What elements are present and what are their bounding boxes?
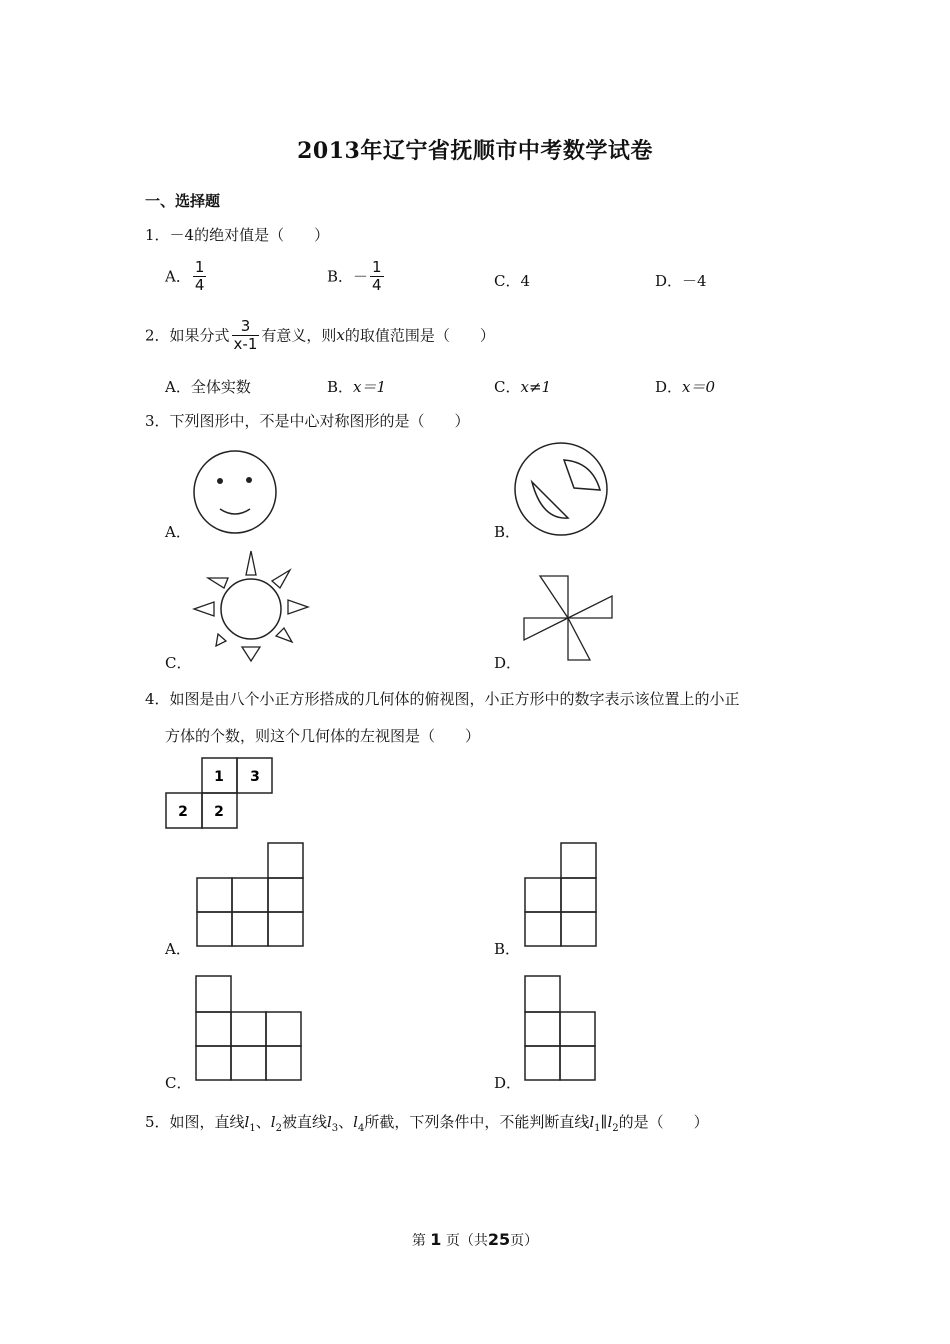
separator: 、 <box>255 1113 271 1131</box>
q4-figure-d-left-view <box>524 975 600 1083</box>
view-cell <box>561 878 596 912</box>
q2-option-d-expr: x＝0 <box>682 378 716 396</box>
smiley-left-eye <box>217 478 223 484</box>
q2-option-b-label: B． <box>327 378 354 396</box>
sun-ray <box>208 578 228 588</box>
q4-figure-a-left-view <box>196 842 306 948</box>
sun-ray <box>272 570 290 588</box>
q1-option-a-label: A． <box>165 267 191 286</box>
q3-option-d-label: D． <box>494 654 522 672</box>
fraction-numerator: 1 <box>194 258 205 276</box>
view-cell <box>266 1046 301 1080</box>
q3-figure-b-circle-sign <box>512 440 612 540</box>
smiley-mouth <box>220 509 250 514</box>
view-cell <box>196 976 231 1012</box>
view-cell <box>196 1046 231 1080</box>
line-l: l <box>326 1113 332 1131</box>
subscript: 2 <box>612 1123 619 1134</box>
q4-figure-c-left-view <box>195 975 305 1083</box>
q1-option-b <box>327 259 386 293</box>
footer-page-number: 1 <box>430 1230 442 1249</box>
q2-variable: x <box>336 326 345 344</box>
q2-stem-pre: 2．如果分式 <box>145 326 230 345</box>
view-cell <box>197 878 232 912</box>
view-cell <box>525 1046 560 1080</box>
q2-option-c <box>494 376 551 397</box>
q4-option-b-label: B． <box>494 940 521 958</box>
view-cell <box>232 912 268 946</box>
q2-option-b-expr: x＝1 <box>353 378 387 396</box>
q2-option-a: A．全体实数 <box>165 378 251 396</box>
pinwheel-blade <box>524 618 568 640</box>
q2-option-c-expr: x≠1 <box>520 378 552 396</box>
q4-top-view-grid <box>165 757 275 831</box>
lower-segment <box>532 482 568 518</box>
separator: 、 <box>338 1113 354 1131</box>
view-cell <box>525 912 561 946</box>
question-3-stem: 3．下列图形中，不是中心对称图形的是（ ） <box>145 412 470 430</box>
line-l: l <box>607 1113 613 1131</box>
q2-stem-post: 的取值范围是（ ） <box>344 326 495 345</box>
q4-option-d-label: D． <box>494 1074 522 1092</box>
fraction-denominator: x-1 <box>233 334 258 353</box>
pinwheel-blade <box>568 618 590 660</box>
sun-circle <box>221 579 281 639</box>
subscript: 4 <box>357 1123 365 1134</box>
q1-option-a <box>165 259 208 293</box>
view-cell <box>560 1012 595 1046</box>
line-l: l <box>589 1113 595 1131</box>
subscript: 1 <box>594 1123 601 1134</box>
q5-stem-pre: 5．如图，直线 <box>145 1113 245 1131</box>
footer-pre: 第 <box>411 1233 426 1249</box>
pinwheel-blade <box>568 596 612 618</box>
upper-segment <box>564 460 600 490</box>
q2-stem-mid: 有意义，则 <box>261 326 337 345</box>
grid-number: 1 <box>214 769 224 785</box>
q3-option-a-label: A． <box>165 523 191 541</box>
smiley-face-circle <box>194 451 276 533</box>
view-cell <box>525 976 560 1012</box>
question-1-stem: 1．－4的绝对值是（ ） <box>145 226 330 244</box>
q3-option-c-label: C． <box>165 654 192 672</box>
q1-option-d: D．－4 <box>655 272 707 290</box>
fraction-denominator: 4 <box>194 275 205 294</box>
q5-stem-post: 的是（ ） <box>618 1113 709 1131</box>
q3-figure-d-pinwheel <box>520 574 618 664</box>
view-cell <box>231 1046 266 1080</box>
view-cell <box>231 1012 266 1046</box>
sun-ray <box>242 647 260 661</box>
view-cell <box>560 1046 595 1080</box>
view-cell <box>266 1012 301 1046</box>
q2-fraction <box>232 318 260 352</box>
view-cell <box>196 1012 231 1046</box>
question-4-stem-line1: 4．如图是由八个小正方形搭成的几何体的俯视图，小正方形中的数字表示该位置上的小正 <box>145 690 740 708</box>
q5-stem-mid1: 被直线 <box>281 1113 327 1131</box>
grid-number: 3 <box>250 769 260 785</box>
q2-option-c-label: C． <box>494 378 521 396</box>
view-cell <box>561 912 596 946</box>
question-4-stem-line2: 方体的个数，则这个几何体的左视图是（ ） <box>165 727 481 745</box>
q3-option-b-label: B． <box>494 523 521 541</box>
view-cell <box>268 878 303 912</box>
view-cell <box>232 878 268 912</box>
q1-option-c: C．4 <box>494 272 531 290</box>
fraction-numerator: 1 <box>372 258 382 276</box>
q1-option-a-fraction <box>193 259 207 293</box>
footer-mid: 页（共 <box>445 1233 488 1249</box>
grid-number: 2 <box>178 804 188 820</box>
grid-number: 2 <box>214 804 224 820</box>
sun-ray <box>276 628 292 642</box>
question-2-stem <box>145 318 495 352</box>
view-cell <box>268 912 303 946</box>
line-l: l <box>353 1113 358 1131</box>
view-cell <box>197 912 232 946</box>
sun-ray <box>246 551 256 575</box>
q3-figure-a-smiley <box>190 447 282 539</box>
section-title: 一、选择题 <box>145 192 221 210</box>
subscript: 1 <box>249 1123 256 1134</box>
subscript: 3 <box>331 1123 339 1134</box>
sun-ray <box>194 602 214 616</box>
pinwheel-blade <box>540 576 568 618</box>
smiley-right-eye <box>246 477 252 483</box>
q4-option-c-label: C． <box>165 1074 192 1092</box>
view-cell <box>268 843 303 878</box>
page-footer <box>0 1230 950 1250</box>
sun-ray <box>216 634 226 646</box>
fraction-denominator: 4 <box>372 275 382 294</box>
q4-figure-b-left-view <box>524 842 600 948</box>
question-5-stem <box>145 1111 709 1134</box>
line-l: l <box>244 1113 250 1131</box>
view-cell <box>561 843 596 878</box>
q1-option-b-label: B． <box>327 267 354 286</box>
q1-option-b-sign: － <box>353 267 369 286</box>
subscript: 2 <box>275 1123 282 1134</box>
sun-ray <box>288 600 308 614</box>
footer-post: 页） <box>510 1233 539 1249</box>
q3-figure-c-sun <box>190 548 312 666</box>
q1-option-b-fraction <box>370 259 384 293</box>
q2-option-b <box>327 376 386 397</box>
page-title: 2013年辽宁省抚顺市中考数学试卷 <box>297 138 653 164</box>
q4-option-a-label: A． <box>165 940 191 958</box>
view-cell <box>525 1012 560 1046</box>
footer-total-pages: 25 <box>487 1230 511 1249</box>
q2-option-d-label: D． <box>655 378 683 396</box>
view-cell <box>525 878 561 912</box>
line-l: l <box>270 1113 276 1131</box>
parallel-symbol: ∥ <box>600 1113 608 1131</box>
q2-option-d <box>655 376 715 397</box>
fraction-numerator: 3 <box>232 318 260 336</box>
q5-stem-mid2: 所截，下列条件中，不能判断直线 <box>364 1113 590 1131</box>
